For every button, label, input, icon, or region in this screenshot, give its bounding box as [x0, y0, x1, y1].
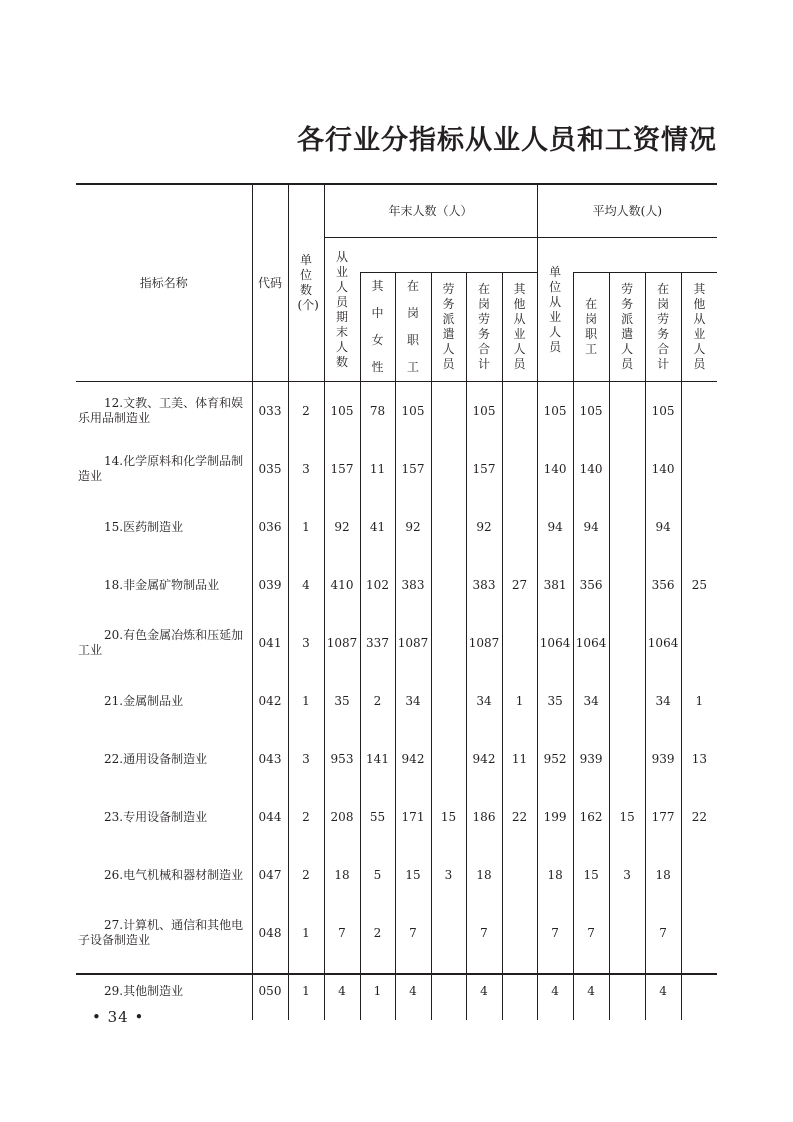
cell-ye-other: 11 — [502, 730, 537, 788]
cell-ye-female: 2 — [360, 904, 395, 962]
cell-avg-dispatch — [609, 440, 645, 498]
header-code: 代码 — [252, 185, 288, 382]
cell-avg-sum: 34 — [645, 672, 681, 730]
header-ye-total: 从业人员期末人数 — [324, 238, 360, 382]
cell-units: 2 — [288, 846, 324, 904]
header-ye-sum: 在岗劳务合计 — [466, 273, 502, 382]
cell-ye-female: 78 — [360, 382, 395, 441]
table-row — [76, 382, 717, 441]
cell-ye-total: 208 — [324, 788, 360, 846]
header-year-end-group: 年末人数（人） — [324, 185, 537, 238]
cell-ye-female: 5 — [360, 846, 395, 904]
header-ye-other: 其他从业人员 — [502, 273, 537, 382]
cell-ye-female: 141 — [360, 730, 395, 788]
cell-ye-onpost: 34 — [395, 672, 431, 730]
cell-avg-other: 13 — [681, 730, 717, 788]
cell-avg-sum: 4 — [645, 962, 681, 1020]
table-row — [76, 556, 717, 614]
cell-avg-onpost: 162 — [573, 788, 609, 846]
cell-code: 047 — [252, 846, 288, 904]
cell-units: 1 — [288, 672, 324, 730]
header-units: 单位数(个) — [288, 185, 324, 382]
row-name-text: 22.通用设备制造业 — [104, 751, 208, 766]
cell-avg-onpost: 94 — [573, 498, 609, 556]
cell-units: 1 — [288, 962, 324, 1020]
cell-avg-dispatch — [609, 498, 645, 556]
cell-units: 3 — [288, 730, 324, 788]
cell-ye-female: 337 — [360, 614, 395, 672]
cell-ye-onpost: 171 — [395, 788, 431, 846]
cell-code: 043 — [252, 730, 288, 788]
cell-ye-total: 953 — [324, 730, 360, 788]
table-row — [76, 846, 717, 904]
cell-avg-total: 18 — [537, 846, 573, 904]
cell-avg-dispatch — [609, 962, 645, 1020]
header-ye-dispatch: 劳务派遣人员 — [431, 273, 466, 382]
cell-code: 035 — [252, 440, 288, 498]
cell-ye-other — [502, 440, 537, 498]
row-name — [76, 614, 252, 672]
cell-units: 3 — [288, 614, 324, 672]
header-avg-total: 单位从业人员 — [537, 238, 573, 382]
cell-ye-female: 11 — [360, 440, 395, 498]
cell-ye-dispatch — [431, 904, 466, 962]
cell-ye-other — [502, 904, 537, 962]
cell-ye-onpost: 383 — [395, 556, 431, 614]
cell-ye-dispatch — [431, 672, 466, 730]
cell-ye-onpost: 1087 — [395, 614, 431, 672]
cell-code: 044 — [252, 788, 288, 846]
cell-ye-sum: 1087 — [466, 614, 502, 672]
cell-ye-other — [502, 614, 537, 672]
cell-avg-other — [681, 846, 717, 904]
cell-code: 039 — [252, 556, 288, 614]
cell-ye-total: 18 — [324, 846, 360, 904]
employment-table — [76, 185, 717, 1020]
table-row — [76, 498, 717, 556]
row-name-text: 20.有色金属冶炼和压延加工业 — [78, 628, 244, 657]
row-name-text: 23.专用设备制造业 — [104, 809, 208, 824]
header-average-group: 平均人数(人) — [537, 185, 717, 238]
cell-avg-other — [681, 962, 717, 1020]
cell-avg-total: 4 — [537, 962, 573, 1020]
cell-code: 048 — [252, 904, 288, 962]
cell-ye-sum: 34 — [466, 672, 502, 730]
header-avg-onpost: 在岗职工 — [573, 273, 609, 382]
cell-avg-total: 35 — [537, 672, 573, 730]
table-row — [76, 788, 717, 846]
cell-ye-total: 410 — [324, 556, 360, 614]
cell-avg-onpost: 7 — [573, 904, 609, 962]
cell-avg-onpost: 140 — [573, 440, 609, 498]
cell-avg-sum: 939 — [645, 730, 681, 788]
table-row — [76, 962, 717, 1020]
cell-code: 033 — [252, 382, 288, 441]
cell-avg-onpost: 939 — [573, 730, 609, 788]
cell-avg-total: 952 — [537, 730, 573, 788]
cell-ye-sum: 105 — [466, 382, 502, 441]
cell-avg-onpost: 4 — [573, 962, 609, 1020]
row-name — [76, 904, 252, 962]
cell-ye-sum: 92 — [466, 498, 502, 556]
table-body — [76, 382, 717, 1021]
cell-units: 4 — [288, 556, 324, 614]
cell-units: 2 — [288, 382, 324, 441]
cell-units: 1 — [288, 904, 324, 962]
cell-ye-onpost: 92 — [395, 498, 431, 556]
cell-ye-other — [502, 498, 537, 556]
row-name-text: 14.化学原料和化学制品制造业 — [78, 454, 244, 483]
cell-ye-dispatch — [431, 498, 466, 556]
cell-avg-dispatch — [609, 672, 645, 730]
cell-avg-dispatch — [609, 556, 645, 614]
table-row — [76, 904, 717, 962]
cell-avg-sum: 18 — [645, 846, 681, 904]
cell-avg-other — [681, 614, 717, 672]
cell-units: 1 — [288, 498, 324, 556]
cell-ye-dispatch: 15 — [431, 788, 466, 846]
row-name-text: 29.其他制造业 — [104, 983, 184, 998]
cell-avg-dispatch — [609, 904, 645, 962]
cell-ye-total: 92 — [324, 498, 360, 556]
row-name-text: 26.电气机械和器材制造业 — [104, 867, 244, 882]
cell-avg-other — [681, 498, 717, 556]
cell-avg-sum: 94 — [645, 498, 681, 556]
row-name — [76, 846, 252, 904]
cell-avg-other — [681, 440, 717, 498]
cell-ye-onpost: 105 — [395, 382, 431, 441]
cell-avg-total: 7 — [537, 904, 573, 962]
cell-ye-onpost: 4 — [395, 962, 431, 1020]
cell-ye-total: 105 — [324, 382, 360, 441]
cell-ye-onpost: 157 — [395, 440, 431, 498]
cell-ye-female: 2 — [360, 672, 395, 730]
cell-ye-dispatch — [431, 382, 466, 441]
cell-ye-other — [502, 382, 537, 441]
cell-ye-total: 1087 — [324, 614, 360, 672]
cell-ye-dispatch — [431, 440, 466, 498]
cell-ye-dispatch — [431, 556, 466, 614]
cell-ye-female: 41 — [360, 498, 395, 556]
row-name — [76, 730, 252, 788]
cell-units: 3 — [288, 440, 324, 498]
cell-code: 041 — [252, 614, 288, 672]
cell-ye-dispatch — [431, 614, 466, 672]
header-avg-sum: 在岗劳务合计 — [645, 273, 681, 382]
cell-avg-dispatch: 15 — [609, 788, 645, 846]
row-name — [76, 382, 252, 441]
cell-ye-female: 1 — [360, 962, 395, 1020]
cell-code: 042 — [252, 672, 288, 730]
cell-avg-other: 1 — [681, 672, 717, 730]
cell-avg-onpost: 1064 — [573, 614, 609, 672]
cell-ye-other — [502, 962, 537, 1020]
cell-avg-onpost: 34 — [573, 672, 609, 730]
header-avg-spacer — [573, 238, 717, 273]
cell-ye-total: 4 — [324, 962, 360, 1020]
row-name — [76, 788, 252, 846]
cell-ye-other: 1 — [502, 672, 537, 730]
cell-ye-sum: 942 — [466, 730, 502, 788]
cell-avg-other — [681, 382, 717, 441]
row-name-text: 27.计算机、通信和其他电子设备制造业 — [78, 918, 244, 947]
table-bottom-rule — [76, 973, 717, 975]
row-name — [76, 498, 252, 556]
cell-avg-onpost: 15 — [573, 846, 609, 904]
cell-avg-other: 25 — [681, 556, 717, 614]
header-avg-other: 其他从业人员 — [681, 273, 717, 382]
page-title: 各行业分指标从业人员和工资情况 — [297, 125, 717, 156]
row-name-text: 15.医药制造业 — [104, 519, 184, 534]
cell-avg-onpost: 356 — [573, 556, 609, 614]
cell-ye-sum: 186 — [466, 788, 502, 846]
cell-ye-other — [502, 846, 537, 904]
cell-ye-onpost: 942 — [395, 730, 431, 788]
table-row — [76, 672, 717, 730]
cell-avg-other: 22 — [681, 788, 717, 846]
header-ye-spacer — [360, 238, 537, 273]
cell-ye-other: 22 — [502, 788, 537, 846]
cell-ye-dispatch — [431, 730, 466, 788]
cell-ye-sum: 157 — [466, 440, 502, 498]
cell-avg-total: 105 — [537, 382, 573, 441]
cell-ye-total: 35 — [324, 672, 360, 730]
row-name-text: 12.文教、工美、体育和娱乐用品制造业 — [78, 396, 244, 425]
cell-units: 2 — [288, 788, 324, 846]
header-avg-dispatch: 劳务派遣人员 — [609, 273, 645, 382]
header-name: 指标名称 — [76, 185, 252, 382]
cell-ye-other: 27 — [502, 556, 537, 614]
table-row — [76, 614, 717, 672]
cell-ye-onpost: 15 — [395, 846, 431, 904]
cell-ye-female: 102 — [360, 556, 395, 614]
row-name — [76, 556, 252, 614]
cell-avg-sum: 7 — [645, 904, 681, 962]
cell-ye-female: 55 — [360, 788, 395, 846]
cell-ye-sum: 7 — [466, 904, 502, 962]
row-name-text: 21.金属制品业 — [104, 693, 184, 708]
cell-avg-dispatch — [609, 614, 645, 672]
row-name — [76, 672, 252, 730]
table-row — [76, 730, 717, 788]
cell-avg-total: 94 — [537, 498, 573, 556]
row-name-text: 18.非金属矿物制品业 — [104, 577, 220, 592]
cell-ye-total: 157 — [324, 440, 360, 498]
row-name — [76, 440, 252, 498]
cell-avg-sum: 105 — [645, 382, 681, 441]
table-row — [76, 440, 717, 498]
cell-avg-total: 199 — [537, 788, 573, 846]
cell-avg-dispatch — [609, 730, 645, 788]
cell-avg-total: 381 — [537, 556, 573, 614]
cell-avg-sum: 140 — [645, 440, 681, 498]
cell-avg-other — [681, 904, 717, 962]
cell-avg-sum: 356 — [645, 556, 681, 614]
cell-avg-onpost: 105 — [573, 382, 609, 441]
cell-avg-dispatch — [609, 382, 645, 441]
cell-ye-dispatch — [431, 962, 466, 1020]
header-ye-onpost: 在岗职工 — [395, 273, 431, 382]
cell-ye-onpost: 7 — [395, 904, 431, 962]
cell-ye-sum: 383 — [466, 556, 502, 614]
cell-avg-sum: 177 — [645, 788, 681, 846]
cell-ye-dispatch: 3 — [431, 846, 466, 904]
cell-avg-dispatch: 3 — [609, 846, 645, 904]
cell-avg-total: 1064 — [537, 614, 573, 672]
cell-code: 050 — [252, 962, 288, 1020]
page-number: • 34 • — [92, 1008, 145, 1026]
cell-ye-total: 7 — [324, 904, 360, 962]
cell-ye-sum: 18 — [466, 846, 502, 904]
cell-ye-sum: 4 — [466, 962, 502, 1020]
header-ye-female: 其中女性 — [360, 273, 395, 382]
cell-avg-sum: 1064 — [645, 614, 681, 672]
cell-code: 036 — [252, 498, 288, 556]
cell-avg-total: 140 — [537, 440, 573, 498]
